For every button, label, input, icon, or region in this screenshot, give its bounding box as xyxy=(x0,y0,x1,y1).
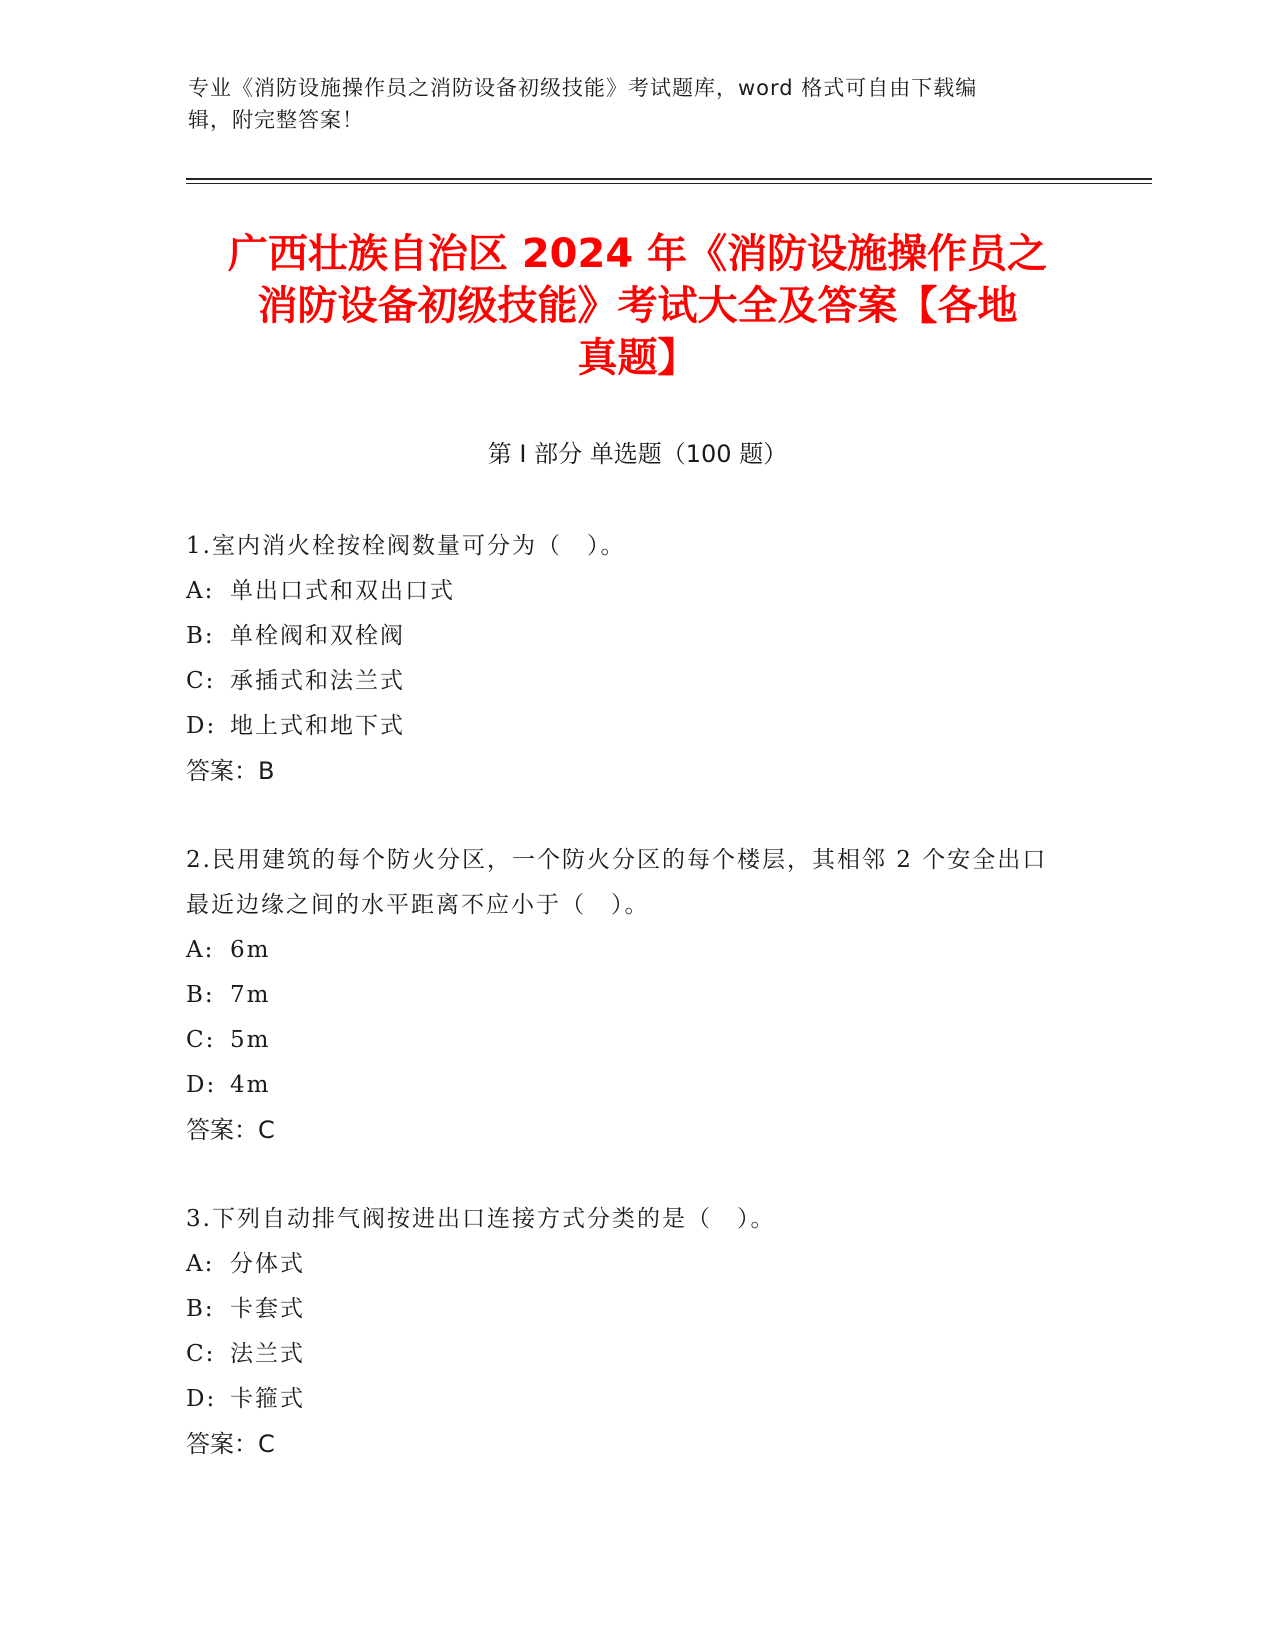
section-title: 第 I 部分 单选题（100 题） xyxy=(487,440,788,468)
option-letter: D: xyxy=(186,1386,217,1412)
option-c xyxy=(186,659,1066,704)
option-letter: C: xyxy=(186,1027,216,1053)
option-letter: B: xyxy=(186,1296,215,1322)
header-note-line-2: 辑，附完整答案！ xyxy=(188,108,364,132)
question-stem: 2.民用建筑的每个防火分区，一个防火分区的每个楼层，其相邻 2 个安全出口最近边缘之间的水平距离不应小于（ ）。 xyxy=(186,847,1048,918)
answer: 答案：C xyxy=(186,1430,275,1458)
option-text: 5m xyxy=(230,1027,271,1053)
option-letter: A: xyxy=(186,578,215,604)
answer: 答案：C xyxy=(186,1116,275,1144)
option-text: 7m xyxy=(230,982,271,1008)
header-divider-thick xyxy=(186,178,1152,180)
question-2 xyxy=(186,838,1066,1153)
title-line-1: 广西壮族自治区 2024 年《消防设施操作员之 xyxy=(227,231,1048,277)
question-stem: 1.室内消火栓按栓阀数量可分为（ ）。 xyxy=(186,533,626,559)
option-d xyxy=(186,704,1066,749)
option-text: 法兰式 xyxy=(230,1341,305,1367)
title-line-2: 消防设备初级技能》考试大全及答案【各地 xyxy=(257,283,1018,329)
option-a xyxy=(186,569,1066,614)
option-d xyxy=(186,1063,1066,1108)
option-text: 卡箍式 xyxy=(230,1386,305,1412)
option-text: 分体式 xyxy=(230,1251,305,1277)
header-note-line-1: 专业《消防设施操作员之消防设备初级技能》考试题库，word 格式可自由下载编 xyxy=(188,76,978,100)
option-c xyxy=(186,1332,1066,1377)
option-text: 承插式和法兰式 xyxy=(230,668,405,694)
option-letter: A: xyxy=(186,937,215,963)
header-note xyxy=(188,72,1088,136)
question-1 xyxy=(186,524,1066,794)
title-line-3: 真题】 xyxy=(577,335,698,381)
question-stem: 3.下列自动排气阀按进出口连接方式分类的是（ ）。 xyxy=(186,1206,776,1232)
option-text: 单栓阀和双栓阀 xyxy=(230,623,405,649)
question-3 xyxy=(186,1197,1066,1467)
answer: 答案：B xyxy=(186,757,275,785)
option-text: 单出口式和双出口式 xyxy=(230,578,455,604)
document-title xyxy=(160,228,1115,384)
option-text: 4m xyxy=(230,1072,271,1098)
option-b xyxy=(186,614,1066,659)
option-b xyxy=(186,973,1066,1018)
option-a xyxy=(186,928,1066,973)
option-d xyxy=(186,1377,1066,1422)
option-text: 6m xyxy=(230,937,271,963)
option-c xyxy=(186,1018,1066,1063)
option-letter: B: xyxy=(186,982,215,1008)
option-letter: D: xyxy=(186,1072,217,1098)
option-text: 卡套式 xyxy=(230,1296,305,1322)
option-letter: B: xyxy=(186,623,215,649)
header-divider-thin xyxy=(186,183,1152,184)
option-letter: C: xyxy=(186,1341,216,1367)
option-text: 地上式和地下式 xyxy=(230,713,405,739)
option-letter: C: xyxy=(186,668,216,694)
option-b xyxy=(186,1287,1066,1332)
option-letter: A: xyxy=(186,1251,215,1277)
option-letter: D: xyxy=(186,713,217,739)
option-a xyxy=(186,1242,1066,1287)
